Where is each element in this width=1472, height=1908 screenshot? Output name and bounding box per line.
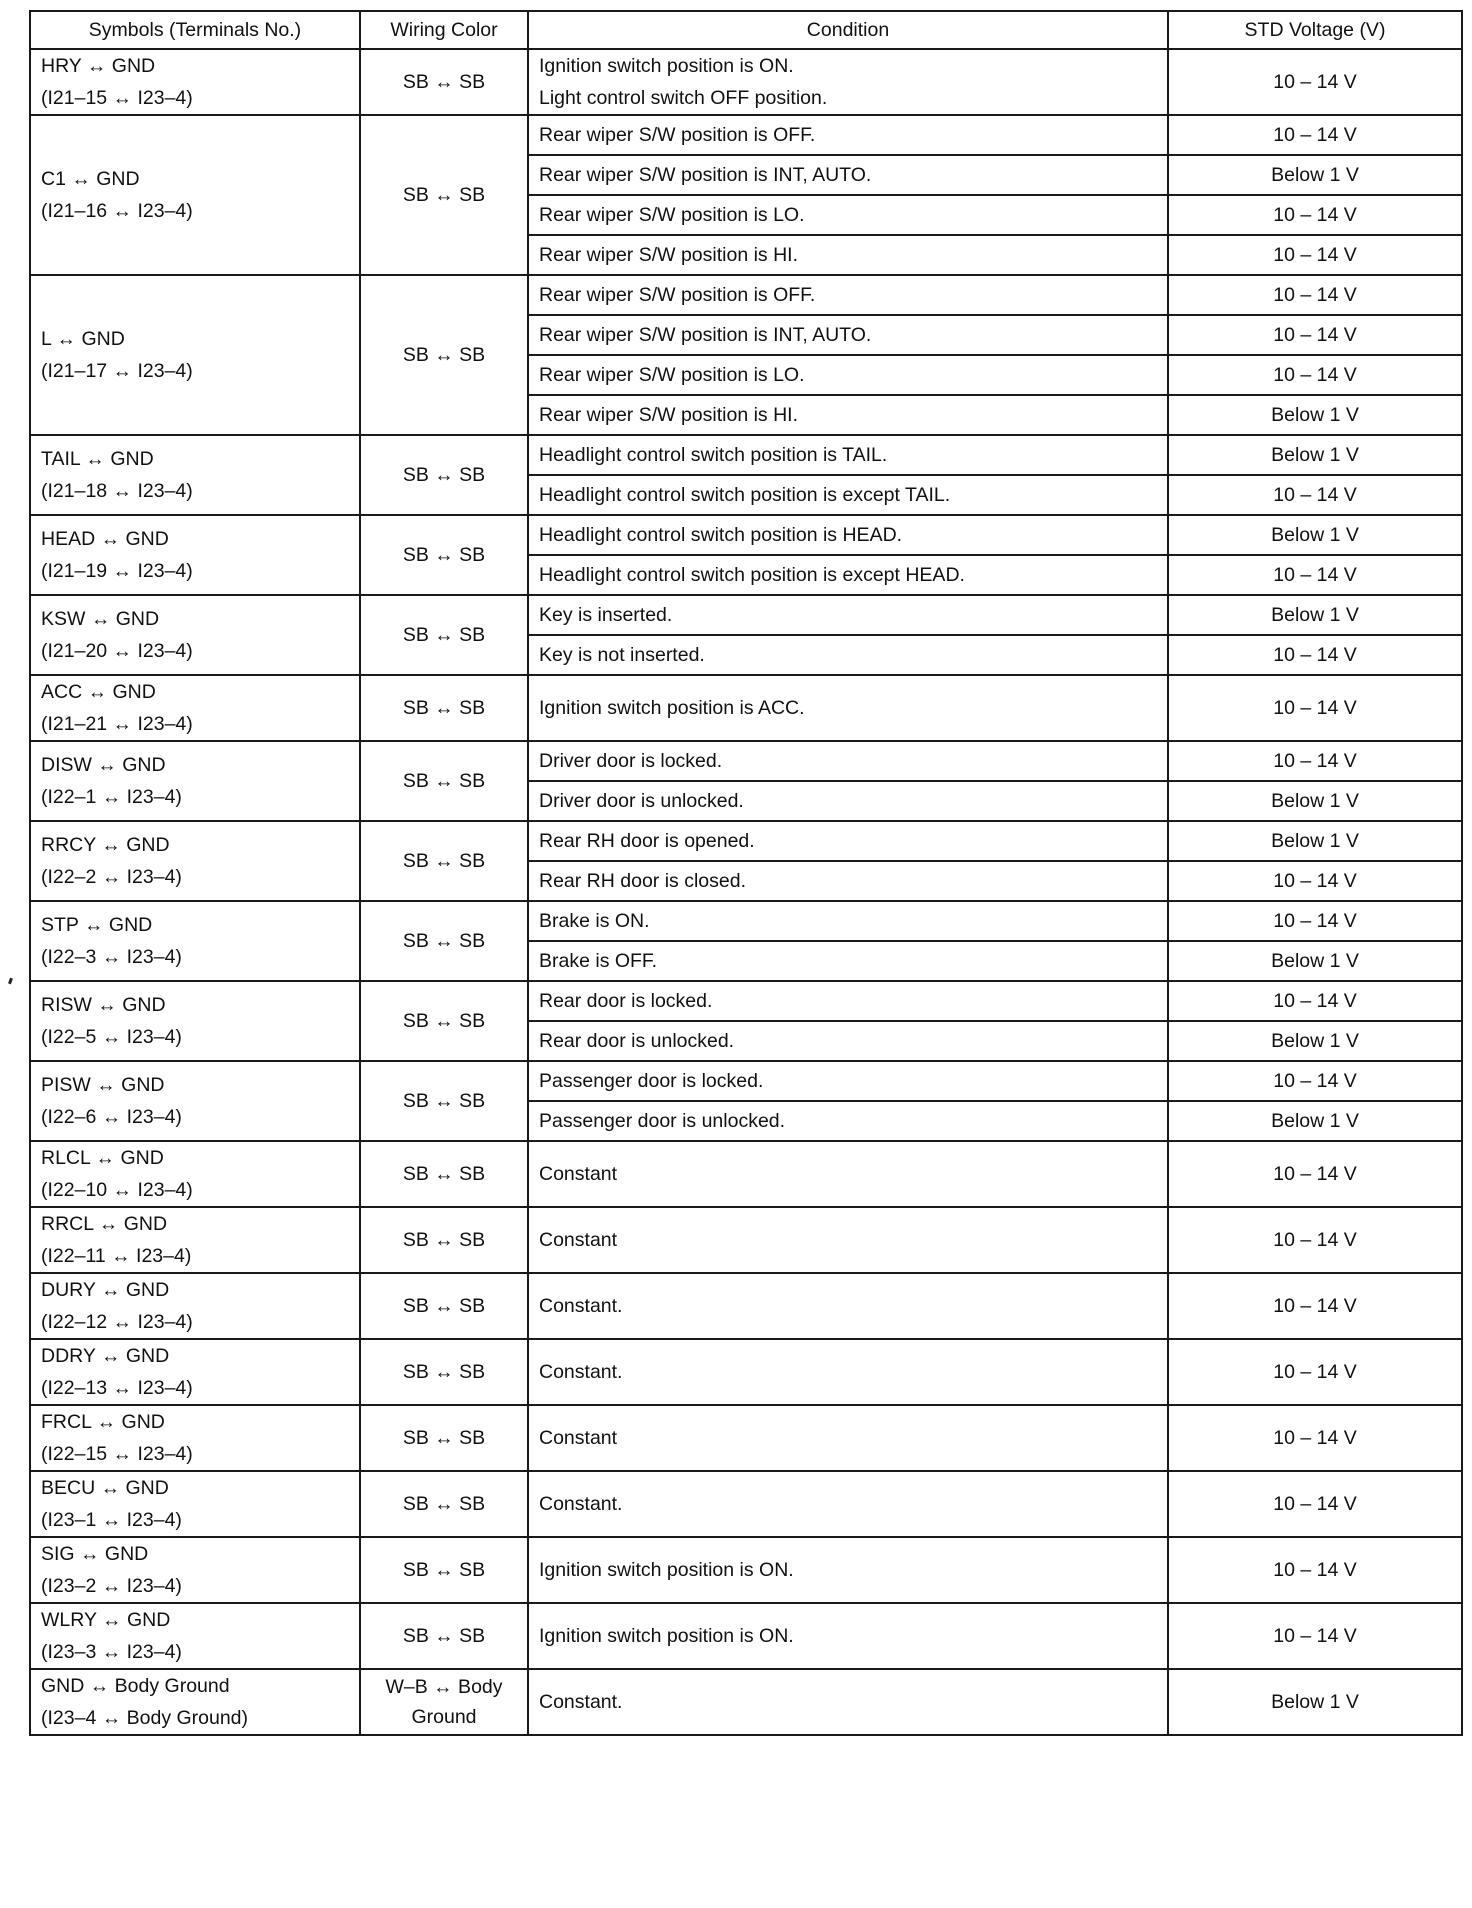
wiring-color-cell [360,821,528,901]
header-std-voltage: STD Voltage (V) [1168,11,1462,49]
std-voltage-cell: 10 – 14 V [1168,195,1462,235]
terminal-symbol: BECU ↔ GND [41,1477,169,1499]
terminal-symbol: RRCL ↔ GND [41,1213,168,1235]
condition-cell [528,1471,1168,1537]
std-voltage-cell: 10 – 14 V [1168,1141,1462,1207]
std-voltage-cell: 10 – 14 V [1168,49,1462,115]
wiring-color: SB ↔ SB [402,70,486,93]
terminal-numbers: (I23–4 ↔ Body Ground) [41,1707,249,1729]
wiring-color-cell [360,1339,528,1405]
terminal-symbol: WLRY ↔ GND [41,1609,171,1631]
table-row [30,821,1462,861]
wiring-color: SB ↔ SB [402,463,486,486]
wiring-color: SB ↔ SB [402,769,486,792]
condition-text: Rear door is unlocked. [539,1030,735,1052]
wiring-color: SB ↔ SB [402,543,486,566]
terminal-numbers: (I22–6 ↔ I23–4) [41,1106,182,1128]
std-voltage-cell: 10 – 14 V [1168,115,1462,155]
symbol-cell [30,49,360,115]
wiring-color-cell [360,49,528,115]
scan-mark [8,978,13,985]
terminal-numbers: (I22–3 ↔ I23–4) [41,946,182,968]
condition-text: Rear wiper S/W position is LO. [539,204,805,226]
condition-text: Driver door is unlocked. [539,790,744,812]
symbol-cell [30,1405,360,1471]
condition-cell [528,515,1168,555]
symbol-cell [30,1141,360,1207]
condition-cell [528,901,1168,941]
std-voltage-cell: 10 – 14 V [1168,1061,1462,1101]
terminal-numbers: (I23–2 ↔ I23–4) [41,1575,182,1597]
wiring-color: SB ↔ SB [402,1360,486,1383]
std-voltage-cell: 10 – 14 V [1168,635,1462,675]
terminal-symbol: DISW ↔ GND [41,754,166,776]
condition-cell [528,861,1168,901]
terminal-symbol: DDRY ↔ GND [41,1345,170,1367]
condition-text: Headlight control switch position is except HEAD. [539,564,965,586]
std-voltage-cell: 10 – 14 V [1168,315,1462,355]
terminal-symbol: C1 ↔ GND [41,168,140,190]
condition-text: Constant [539,1427,618,1449]
std-voltage-cell: 10 – 14 V [1168,555,1462,595]
std-voltage-cell: 10 – 14 V [1168,901,1462,941]
std-voltage-cell: 10 – 14 V [1168,741,1462,781]
condition-text: Rear wiper S/W position is HI. [539,404,798,426]
condition-text: Constant [539,1163,618,1185]
std-voltage-cell: 10 – 14 V [1168,235,1462,275]
table-row [30,595,1462,635]
terminal-symbol: TAIL ↔ GND [41,448,154,470]
condition-text: Constant. [539,1295,623,1317]
symbol-cell [30,675,360,741]
wiring-color-line: W–B ↔ Body [385,1676,503,1698]
wiring-color-cell [360,275,528,435]
terminal-symbol: GND ↔ Body Ground [41,1675,230,1697]
symbol-cell [30,901,360,981]
condition-text: Rear wiper S/W position is HI. [539,244,798,266]
symbol-cell [30,1273,360,1339]
wiring-color-cell [360,595,528,675]
condition-text: Rear wiper S/W position is INT, AUTO. [539,164,872,186]
condition-text: Ignition switch position is ON. [539,1559,794,1581]
terminal-numbers: (I23–1 ↔ I23–4) [41,1509,182,1531]
condition-text: Headlight control switch position is TAIL. [539,444,888,466]
condition-text: Ignition switch position is ON. [539,1625,794,1647]
condition-cell [528,1061,1168,1101]
symbol-cell [30,981,360,1061]
std-voltage-cell: Below 1 V [1168,435,1462,475]
condition-cell [528,1101,1168,1141]
condition-cell [528,49,1168,115]
terminal-numbers: (I21–15 ↔ I23–4) [41,87,193,109]
wiring-color-cell [360,981,528,1061]
std-voltage-cell: 10 – 14 V [1168,275,1462,315]
terminal-numbers: (I22–5 ↔ I23–4) [41,1026,182,1048]
terminal-numbers: (I22–10 ↔ I23–4) [41,1179,193,1201]
condition-text: Ignition switch position is ACC. [539,697,805,719]
condition-cell [528,1021,1168,1061]
condition-cell [528,1537,1168,1603]
wiring-color-cell [360,1405,528,1471]
wiring-color-cell [360,1471,528,1537]
wiring-color-cell [360,741,528,821]
condition-text: Passenger door is locked. [539,1070,764,1092]
wiring-color: SB ↔ SB [402,1426,486,1449]
terminal-numbers: (I22–12 ↔ I23–4) [41,1311,193,1333]
condition-text: Passenger door is unlocked. [539,1110,786,1132]
wiring-color: SB ↔ SB [402,1558,486,1581]
wiring-color: SB ↔ SB [402,623,486,646]
symbol-cell [30,741,360,821]
condition-cell [528,1339,1168,1405]
condition-text: Headlight control switch position is except TAIL. [539,484,951,506]
table-row [30,49,1462,115]
table-row [30,1207,1462,1273]
wiring-color-cell [360,1603,528,1669]
symbol-cell [30,275,360,435]
condition-text: Key is not inserted. [539,644,705,666]
condition-cell [528,1207,1168,1273]
table-row [30,115,1462,155]
symbol-cell [30,1471,360,1537]
wiring-color: SB ↔ SB [402,1294,486,1317]
condition-text: Constant. [539,1361,623,1383]
std-voltage-cell: 10 – 14 V [1168,1603,1462,1669]
table-row [30,901,1462,941]
std-voltage-cell: Below 1 V [1168,395,1462,435]
condition-cell [528,435,1168,475]
terminal-numbers: (I21–18 ↔ I23–4) [41,480,193,502]
symbol-cell [30,435,360,515]
terminal-symbol: L ↔ GND [41,328,125,350]
wiring-color: SB ↔ SB [402,1009,486,1032]
terminal-numbers: (I21–20 ↔ I23–4) [41,640,193,662]
symbol-cell [30,1537,360,1603]
condition-cell [528,635,1168,675]
terminal-numbers: (I21–21 ↔ I23–4) [41,713,193,735]
condition-cell [528,475,1168,515]
table-row [30,435,1462,475]
terminal-numbers: (I22–2 ↔ I23–4) [41,866,182,888]
condition-text: Constant. [539,1493,623,1515]
condition-cell [528,235,1168,275]
symbol-cell [30,595,360,675]
condition-text: Brake is OFF. [539,950,658,972]
wiring-color: SB ↔ SB [402,1162,486,1185]
terminal-symbol: FRCL ↔ GND [41,1411,165,1433]
condition-cell [528,1405,1168,1471]
wiring-color: SB ↔ SB [402,183,486,206]
table-row [30,1603,1462,1669]
wiring-color-line: Ground [411,1706,477,1728]
table-row [30,1471,1462,1537]
symbol-cell [30,1669,360,1735]
wiring-color-cell [360,435,528,515]
std-voltage-cell: 10 – 14 V [1168,1207,1462,1273]
terminal-numbers: (I21–17 ↔ I23–4) [41,360,193,382]
condition-cell [528,941,1168,981]
wiring-color-cell [360,1207,528,1273]
terminal-symbol: HRY ↔ GND [41,55,156,77]
std-voltage-cell: Below 1 V [1168,1021,1462,1061]
symbol-cell [30,515,360,595]
condition-text: Rear wiper S/W position is OFF. [539,284,816,306]
condition-text: Rear door is locked. [539,990,713,1012]
terminal-symbol: ACC ↔ GND [41,681,156,703]
symbol-cell [30,1207,360,1273]
condition-cell [528,195,1168,235]
std-voltage-cell: 10 – 14 V [1168,675,1462,741]
condition-cell [528,555,1168,595]
wiring-color-cell [360,1141,528,1207]
condition-text: Key is inserted. [539,604,673,626]
std-voltage-cell: 10 – 14 V [1168,1273,1462,1339]
symbol-cell [30,1061,360,1141]
std-voltage-cell: 10 – 14 V [1168,1471,1462,1537]
condition-cell [528,595,1168,635]
condition-text: Rear wiper S/W position is OFF. [539,124,816,146]
table-row [30,1669,1462,1735]
std-voltage-cell: Below 1 V [1168,821,1462,861]
condition-cell [528,315,1168,355]
std-voltage-cell: Below 1 V [1168,781,1462,821]
condition-cell [528,1273,1168,1339]
condition-text: Constant [539,1229,618,1251]
table-row [30,1339,1462,1405]
wiring-color: SB ↔ SB [402,1089,486,1112]
condition-text: Rear RH door is opened. [539,830,755,852]
std-voltage-cell: 10 – 14 V [1168,1405,1462,1471]
symbol-cell [30,115,360,275]
table-row [30,741,1462,781]
wiring-color-cell [360,115,528,275]
condition-cell [528,741,1168,781]
condition-text: Constant. [539,1691,623,1713]
terminal-symbol: DURY ↔ GND [41,1279,170,1301]
wiring-color-cell [360,1061,528,1141]
std-voltage-cell: Below 1 V [1168,515,1462,555]
std-voltage-cell: 10 – 14 V [1168,1537,1462,1603]
table-row [30,1537,1462,1603]
terminal-numbers: (I21–19 ↔ I23–4) [41,560,193,582]
terminal-numbers: (I22–13 ↔ I23–4) [41,1377,193,1399]
header-symbols: Symbols (Terminals No.) [30,11,360,49]
voltage-table-container [29,10,1463,1736]
condition-text: Brake is ON. [539,910,650,932]
table-row [30,515,1462,555]
table-row [30,1273,1462,1339]
condition-cell [528,981,1168,1021]
wiring-color: SB ↔ SB [402,343,486,366]
terminal-symbol: RISW ↔ GND [41,994,166,1016]
std-voltage-cell: Below 1 V [1168,1669,1462,1735]
condition-cell [528,821,1168,861]
terminal-numbers: (I21–16 ↔ I23–4) [41,200,193,222]
terminal-symbol: KSW ↔ GND [41,608,160,630]
std-voltage-cell: 10 – 14 V [1168,475,1462,515]
std-voltage-cell: 10 – 14 V [1168,981,1462,1021]
table-row [30,1141,1462,1207]
condition-text: Rear wiper S/W position is LO. [539,364,805,386]
wiring-color: SB ↔ SB [402,849,486,872]
terminal-voltage-table [29,10,1463,1736]
wiring-color: SB ↔ SB [402,696,486,719]
wiring-color-cell [360,1537,528,1603]
condition-cell [528,1603,1168,1669]
wiring-color: SB ↔ SB [402,929,486,952]
condition-cell [528,1141,1168,1207]
symbol-cell [30,1339,360,1405]
terminal-numbers: (I22–11 ↔ I23–4) [41,1245,192,1267]
header-row [30,11,1462,49]
std-voltage-cell: Below 1 V [1168,155,1462,195]
terminal-symbol: STP ↔ GND [41,914,153,936]
std-voltage-cell: Below 1 V [1168,595,1462,635]
symbol-cell [30,1603,360,1669]
std-voltage-cell: 10 – 14 V [1168,355,1462,395]
condition-cell [528,355,1168,395]
wiring-color: SB ↔ SB [402,1228,486,1251]
table-row [30,675,1462,741]
wiring-color: SB ↔ SB [402,1492,486,1515]
terminal-symbol: SIG ↔ GND [41,1543,149,1565]
condition-cell [528,1669,1168,1735]
table-body [30,49,1462,1735]
condition-text: Headlight control switch position is HEAD. [539,524,903,546]
condition-text: Rear RH door is closed. [539,870,746,892]
symbol-cell [30,821,360,901]
condition-cell [528,155,1168,195]
condition-cell [528,675,1168,741]
condition-cell [528,275,1168,315]
header-wiring-color: Wiring Color [360,11,528,49]
wiring-color-cell [360,901,528,981]
condition-cell [528,781,1168,821]
std-voltage-cell: 10 – 14 V [1168,861,1462,901]
wiring-color-cell [360,1669,528,1735]
std-voltage-cell: 10 – 14 V [1168,1339,1462,1405]
terminal-numbers: (I23–3 ↔ I23–4) [41,1641,182,1663]
condition-cell [528,395,1168,435]
condition-text: Light control switch OFF position. [539,87,828,109]
wiring-color-cell [360,1273,528,1339]
condition-text: Rear wiper S/W position is INT, AUTO. [539,324,872,346]
table-row [30,1061,1462,1101]
std-voltage-cell: Below 1 V [1168,1101,1462,1141]
condition-text: Ignition switch position is ON. [539,55,794,77]
header-condition: Condition [528,11,1168,49]
terminal-numbers: (I22–15 ↔ I23–4) [41,1443,193,1465]
wiring-color-cell [360,515,528,595]
condition-cell [528,115,1168,155]
wiring-color-cell [360,675,528,741]
terminal-symbol: HEAD ↔ GND [41,528,169,550]
terminal-symbol: RLCL ↔ GND [41,1147,164,1169]
wiring-color: SB ↔ SB [402,1624,486,1647]
table-row [30,981,1462,1021]
terminal-symbol: RRCY ↔ GND [41,834,170,856]
table-row [30,1405,1462,1471]
terminal-symbol: PISW ↔ GND [41,1074,165,1096]
std-voltage-cell: Below 1 V [1168,941,1462,981]
terminal-numbers: (I22–1 ↔ I23–4) [41,786,182,808]
table-row [30,275,1462,315]
condition-text: Driver door is locked. [539,750,723,772]
